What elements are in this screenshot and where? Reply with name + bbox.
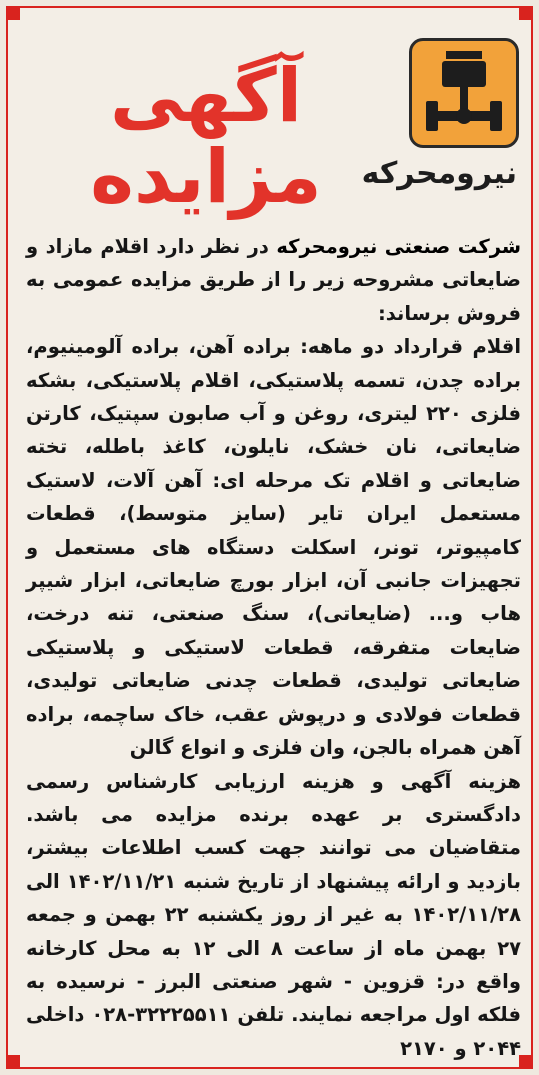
frame-corner	[6, 1055, 20, 1069]
logo-wordmark: نیرومحرکه	[361, 156, 517, 191]
piston-icon	[412, 41, 516, 145]
company-logo	[409, 38, 519, 148]
frame-corner	[519, 6, 533, 20]
ad-frame	[6, 6, 533, 1069]
ad-body	[26, 230, 521, 1065]
intro-paragraph	[26, 230, 521, 330]
company-name: شرکت صنعتی نیرومحرکه	[276, 235, 522, 258]
ad-title: آگهی مزایده	[90, 53, 322, 221]
frame-corner	[519, 1055, 533, 1069]
ad-header	[18, 26, 525, 221]
frame-corner	[6, 6, 20, 20]
intro-text: در نظر دارد اقلام مازاد و ضایعاتی مشروحه زیر را از طریق مزایده عمومی به فروش برساند:	[26, 235, 521, 325]
terms-paragraph: هزینه آگهی و هزینه ارزیابی کارشناس رسمی دادگستری بر عهده برنده مزایده می باشد. متقاضیان می توانند جهت کسب اطلاعات بیشتر، بازدید و ارائه پیشنهاد از تاریخ شنبه ۱۴۰۲/۱۱/۲۱ الی ۱۴۰۲/۱۱/۲۸ به غیر از روز یکشنبه ۲۲ بهمن و جمعه ۲۷ بهمن ماه از ساعت ۸ الی ۱۲ به محل کارخانه واقع در: قزوین - شهر صنعتی البرز - نرسیده به فلکه اول مراجعه نمایند. تلفن ۳۲۲۲۵۵۱۱-۰۲۸ داخلی ۲۰۴۴ و ۲۱۷۰	[26, 769, 522, 1060]
items-paragraph: اقلام قرارداد دو ماهه: براده آهن، براده آلومینیوم، براده چدن، تسمه پلاستیکی، اقلام پلاستیکی، بشکه فلزی ۲۲۰ لیتری، روغن و آب صابون سپتیک، کارتن ضایعاتی، نان خشک، نایلون، کاغذ باطله، تخته ضایعاتی و اقلام تک مرحله ای: آهن آلات، لاستیک مستعمل ایران تایر (سایز متوسط)، قطعات کامپیوتر، تونر، اسکلت دستگاه های مستعمل و تجهیزات جانبی آن، ابزار بورچ ضایعاتی، ابزار شیپر هاب و... (ضایعاتی)، سنگ صنعتی، تنه درخت، ضایعات متفرقه، قطعات لاستیکی و پلاستیکی ضایعاتی تولیدی، قطعات چدنی ضایعاتی تولیدی، قطعات فولادی و درپوش عقب، خاک ساچمه، براده آهن همراه بالجن، وان فلزی و انواع گالن	[26, 335, 521, 760]
